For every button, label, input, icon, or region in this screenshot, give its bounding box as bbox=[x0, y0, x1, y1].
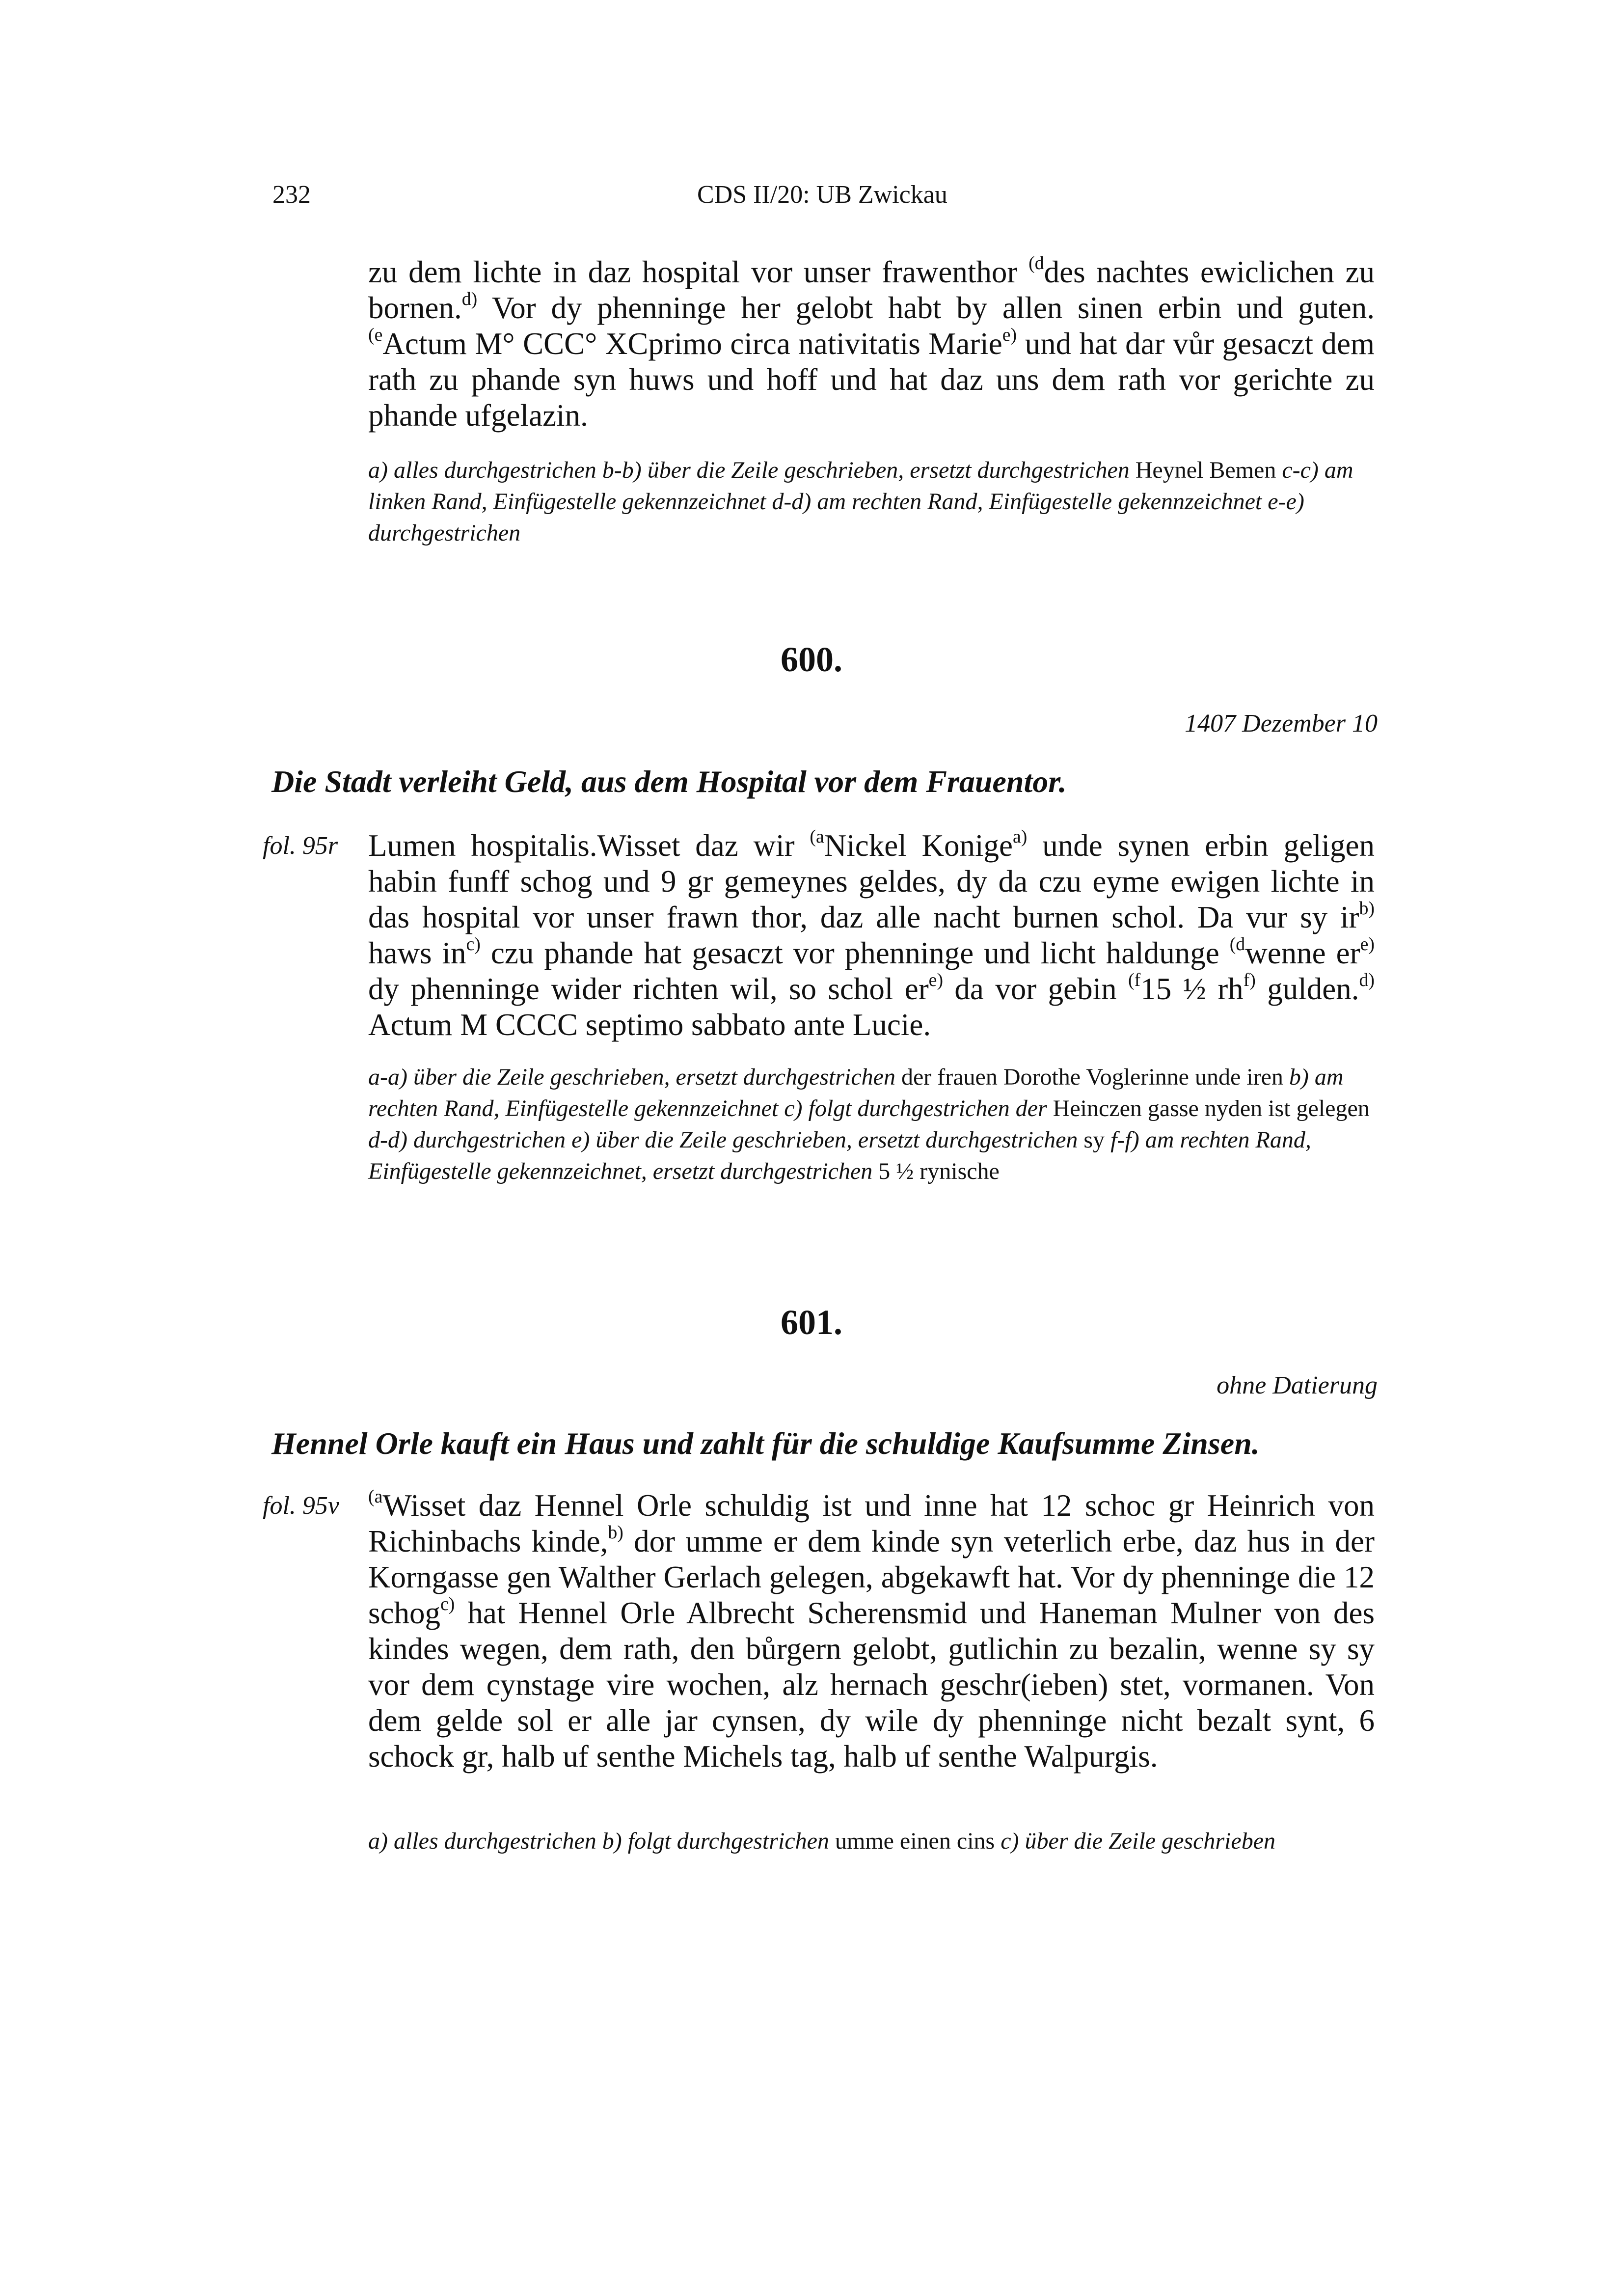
text-run: Wisset daz Hennel Orle schuldig ist und inne hat 12 schoc gr Heinrich von Richinbachs kinde, bbox=[368, 1488, 1375, 1558]
note-roman: 5 ½ rynische bbox=[872, 1158, 1000, 1184]
footnote-mark: a) bbox=[1013, 826, 1028, 847]
note-italic: d-d) durchgestrichen e) über die Zeile geschrieben, ersetzt durchgestrichen bbox=[368, 1127, 1078, 1153]
footnote-mark: c) bbox=[466, 933, 481, 955]
continued-text bbox=[368, 254, 1375, 434]
note-italic: a-a) über die Zeile geschrieben, ersetzt durchgestrichen bbox=[368, 1064, 895, 1090]
cont-text-1: zu dem lichte in daz hospital vor unser frawenthor bbox=[368, 255, 1018, 289]
footnote-mark: e) bbox=[1360, 933, 1375, 955]
text-run: hat Hennel Orle Albrecht Scherensmid und Haneman Mulner von des kindes wegen, dem rath, den bůrgern gelobt, gutlichin zu bezalin, wenne sy sy vor dem cynstage vire wochen, alz hernach geschr(ieben) stet, vormanen. Von dem gelde sol er alle jar cynsen, dy wile dy phenninge nicht bezalt synt, 6 schock gr, halb uf senthe Michels tag, halb uf senthe Walpurgis. bbox=[368, 1596, 1375, 1774]
note-italic: f-f) am rechten Rand, Einfügestelle gekennzeichnet, ersetzt durchgestrichen bbox=[368, 1127, 1311, 1184]
footnote-mark: b) bbox=[1359, 898, 1375, 919]
note-roman: Heynel Bemen bbox=[1129, 457, 1282, 483]
note-italic: b) am rechten Rand, Einfügestelle gekennzeichnet c) folgt durchgestrichen der bbox=[368, 1064, 1344, 1121]
text-run: haws in bbox=[368, 936, 466, 970]
footnote-mark: e) bbox=[1002, 324, 1017, 345]
cont-text-2: des nachtes ewiclichen zu bornen. bbox=[368, 255, 1375, 325]
document-date-600: 1407 Dezember 10 bbox=[1185, 710, 1378, 738]
note-italic: a) alles durchgestrichen b) folgt durchgestrichen bbox=[368, 1828, 829, 1854]
document-number-600: 600. bbox=[781, 640, 842, 679]
page-number: 232 bbox=[272, 181, 311, 209]
note-roman: sy bbox=[1078, 1127, 1111, 1153]
text-run: dor umme er dem kinde syn veterlich erbe, daz hus in der Korngasse gen Walther Gerlach gelegen, abgekawft hat. Vor dy phenninge die 12 schog bbox=[368, 1524, 1375, 1630]
text-run: gulden. bbox=[1255, 972, 1359, 1006]
text-run: wenne er bbox=[1245, 936, 1360, 970]
text-run: unde synen erbin geligen habin funff schog und 9 gr gemeynes geldes, dy da czu eyme ewigen lichte in das hospital vor unser frawn thor, daz alle nacht burnen schol. Da vur sy ir bbox=[368, 828, 1375, 934]
note-italic: a) alles durchgestrichen b-b) über die Zeile geschrieben, ersetzt durchgestrichen bbox=[368, 457, 1130, 483]
folio-reference-600: fol. 95r bbox=[263, 832, 338, 860]
note-roman: umme einen cins bbox=[829, 1828, 1001, 1854]
footnote-mark: (a bbox=[810, 826, 824, 847]
note-italic: c) über die Zeile geschrieben bbox=[1001, 1828, 1275, 1854]
running-head: CDS II/20: UB Zwickau bbox=[697, 181, 947, 209]
text-run: 15 ½ rh bbox=[1140, 972, 1244, 1006]
document-number-601: 601. bbox=[781, 1303, 842, 1342]
note-roman: Heinczen gasse nyden ist gelegen bbox=[1047, 1095, 1370, 1121]
document-date-601: ohne Datierung bbox=[1217, 1371, 1378, 1399]
footnote-mark: f) bbox=[1243, 969, 1256, 990]
apparatus-notes-601 bbox=[368, 1826, 1375, 1857]
document-title-601: Hennel Orle kauft ein Haus und zahlt für die schuldige Kaufsumme Zinsen. bbox=[271, 1426, 1260, 1461]
footnote-mark: e) bbox=[928, 969, 944, 990]
text-run: czu phande hat gesaczt vor phenninge und licht haldunge bbox=[480, 936, 1230, 970]
text-run: Lumen hospitalis.Wisset daz wir bbox=[368, 828, 810, 863]
footnote-mark: (f bbox=[1128, 969, 1141, 990]
text-run: Actum M CCCC septimo sabbato ante Lucie. bbox=[368, 1008, 931, 1042]
document-text-601 bbox=[368, 1488, 1375, 1775]
footnote-mark: c) bbox=[440, 1593, 455, 1614]
document-title-600: Die Stadt verleiht Geld, aus dem Hospital vor dem Frauentor. bbox=[271, 764, 1067, 799]
cont-text-4: Actum M° CCC° XCprimo circa nativitatis Marie bbox=[382, 327, 1002, 361]
text-run: Nickel Konige bbox=[824, 828, 1013, 863]
footnote-mark: b) bbox=[608, 1522, 623, 1543]
text-run: da vor gebin bbox=[943, 972, 1128, 1006]
note-italic: c-c) am linken Rand, Einfügestelle gekennzeichnet d-d) am rechten Rand, Einfügestelle gekennzeichnet e-e) durchgestrichen bbox=[368, 457, 1353, 546]
footnote-mark: d) bbox=[1359, 969, 1375, 990]
cont-text-5: und hat dar vůr gesaczt dem rath zu phande syn huws und hoff und hat daz uns dem rath vor gerichte zu phande ufgelazin. bbox=[368, 327, 1375, 433]
document-text-600 bbox=[368, 828, 1375, 1043]
cont-apparatus-notes bbox=[368, 455, 1375, 549]
apparatus-notes-600 bbox=[368, 1062, 1375, 1187]
note-roman: der frauen Dorothe Voglerinne unde iren bbox=[895, 1064, 1289, 1090]
footnote-mark: (e bbox=[368, 324, 383, 345]
footnote-mark: (a bbox=[368, 1486, 383, 1507]
text-run: dy phenninge wider richten wil, so schol er bbox=[368, 972, 929, 1006]
footnote-mark: (d bbox=[1229, 933, 1245, 955]
folio-reference-601: fol. 95v bbox=[263, 1492, 339, 1520]
footnote-mark: d) bbox=[461, 288, 478, 309]
cont-text-3: Vor dy phenninge her gelobt habt by allen sinen erbin und guten. bbox=[477, 291, 1375, 325]
footnote-mark: (d bbox=[1028, 252, 1044, 273]
